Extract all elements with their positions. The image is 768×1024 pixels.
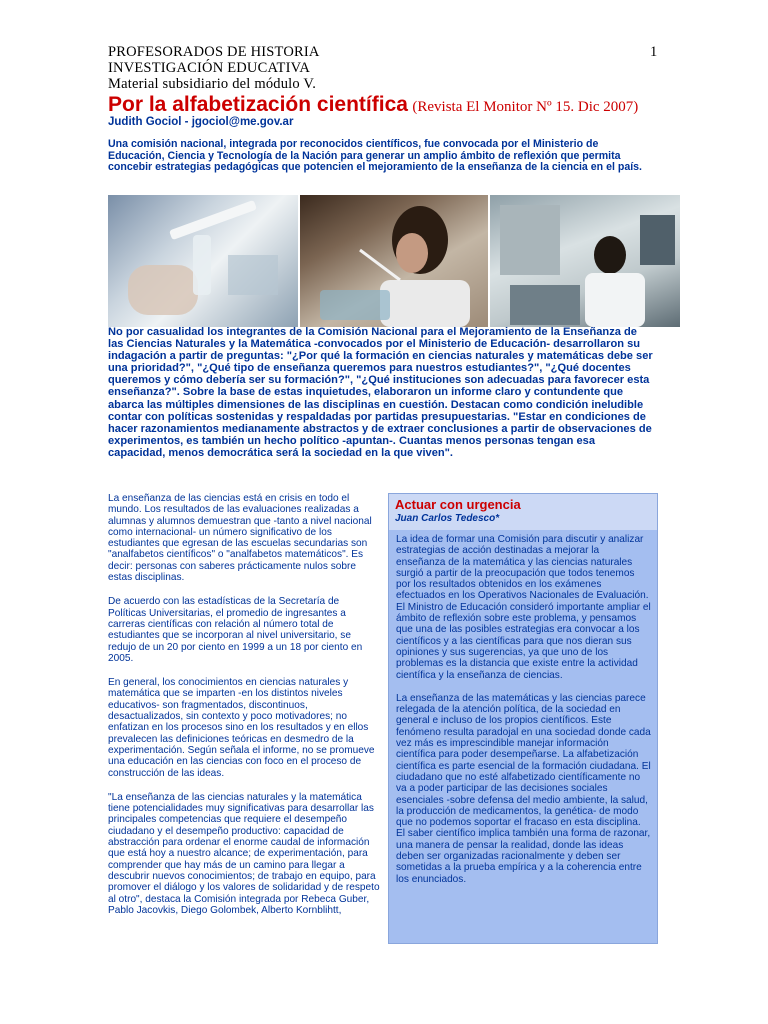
photo-strip: [108, 195, 680, 327]
article-left-column: [108, 493, 380, 929]
sidebar-box-title: Actuar con urgencia: [395, 497, 521, 512]
article-title-row: [108, 93, 638, 117]
lab-photo-microscope: [490, 195, 680, 327]
paragraph: En general, los conocimientos en ciencias naturales y matemática que se imparten -en los distintos niveles educativos- son fragmentados, discontinuos, desactualizados, sin contexto y poco motivadores; no enfatizan en los procesos sino en los resultados y en ellos prevalecen las definiciones teóricas en desmedro de la experimentación. Según señala el informe, no se promueve una educación en las ciencias con foco en el proceso de construcción de las ideas.: [108, 677, 375, 779]
article-intro: Una comisión nacional, integrada por reconocidos científicos, fue convocada por el Ministerio de Educación, Ciencia y Tecnología de la Nación para generar un amplio ámbito de reflexión que permita concebir estrategias pedagógicas que potencien el mejoramiento de la enseñanza de la ciencia en el país.: [108, 138, 642, 174]
lab-photo-pipette: [108, 195, 298, 327]
sidebar-box-author: Juan Carlos Tedesco*: [395, 513, 500, 524]
lab-photo-scientist: [300, 195, 488, 327]
paragraph: La idea de formar una Comisión para discutir y analizar estrategias de acción destinadas a mejorar la enseñanza de la matemática y las ciencias naturales surgió a partir de la preocupación que todos tenemos por los resultados obtenidos en los exámenes efectuados en los Operativos Nacionales de Evaluación. El Ministro de Educación consideró importante ampliar el ámbito de reflexión sobre este problema, y pensamos que una de las posibles estrategias era convocar a los científicos y a las científicas para que nos dieran sus opiniones y sus sugerencias, ya que uno de los problemas es la distancia que existe entre la actividad científica y la enseñanza de ciencias.: [396, 534, 651, 681]
paragraph: De acuerdo con las estadísticas de la Secretaría de Políticas Universitarias, el promedio de ingresantes a carreras científicas con relación al número total de estudiantes que se incorporan al nivel universitario, se redujo de un 20 por ciento en 1999 a un 18 por ciento en 2005.: [108, 596, 363, 664]
header-course: INVESTIGACIÓN EDUCATIVA: [108, 60, 311, 76]
header-material: Material subsidiario del módulo V.: [108, 76, 317, 92]
paragraph: La enseñanza de las matemáticas y las ciencias parece relegada de la atención política, de la sociedad en general e incluso de los propios científicos. Este fenómeno resulta paradojal en una sociedad donde cada vez más es imprescindible manejar información científica para poder desempeñarse. La alfabetización científica es parte esencial de la formación ciudadana. El ciudadano que no esté alfabetizado científicamente no va a poder participar de las decisiones sociales esenciales -sobre defensa del medio ambiente, la salud, la producción de medicamentos, la genética- de modo que no podemos soportar el fracaso en esta disciplina. El saber científico implica también una forma de razonar, una manera de pensar la realidad, donde las ideas deben ser organizadas racionalmente y deben ser sometidas a la prueba empírica y a la coherencia entre los enunciados.: [396, 692, 651, 885]
article-author: Judith Gociol - jgociol@me.gov.ar: [108, 116, 294, 128]
article-title: Por la alfabetización científica: [108, 93, 408, 116]
paragraph: "La enseñanza de las ciencias naturales y la matemática tiene potencialidades muy significativas para desarrollar las principales competencias que requiere el desempeño ciudadano y el desempeño productivo: capacidad de abstracción para ordenar el enorme caudal de información que está hoy a nuestro alcance; de experimentación, para comprender que hay más de un camino para llegar a descubrir nuevos conocimientos; de trabajo en equipo, para promover el diálogo y los valores de solidaridad y de respeto al otro", destaca la Comisión integrada por Rebeca Guber, Pablo Jacovkis, Diego Golombek, Alberto Kornblihtt,: [108, 791, 380, 916]
article-lead: No por casualidad los integrantes de la Comisión Nacional para el Mejoramiento de la Enseñanza de las Ciencias Naturales y la Matemática -convocados por el Ministerio de Educación- desarrollaron su indagación a partir de preguntas: "¿Por qué la formación en ciencias naturales y matemáticas debe ser una prioridad?", "¿Qué tipo de enseñanza queremos para nuestros estudiantes?", "¿Qué docentes queremos y cómo debería ser su formación?", "¿Qué instituciones son adecuadas para favorecer esta enseñanza?". Sobre la base de estas inquietudes, elaboraron un informe claro y contundente que abarca las múltiples dimensiones de las disciplinas en cuestión. Destacan como condición ineludible contar con políticas sostenidas y respaldadas por partidas presupuestarias. "Estar en condiciones de hacer razonamientos medianamente abstractos y de extraer conclusiones a partir de observaciones de experimentos, es también un hecho político -apuntan-. Cuantas menos personas tengan esa capacidad, menos democrática será la sociedad en la que viven".: [108, 326, 653, 459]
article-source: (Revista El Monitor Nº 15. Dic 2007): [412, 99, 639, 115]
page-number: 1: [650, 44, 658, 60]
sidebar-box-body: [389, 530, 657, 885]
sidebar-box-header: [389, 494, 657, 530]
header-program: PROFESORADOS DE HISTORIA: [108, 44, 320, 60]
sidebar-box: [388, 493, 658, 944]
paragraph: La enseñanza de las ciencias está en crisis en todo el mundo. Los resultados de las evaluaciones realizadas a alumnas y alumnos demuestran que -tanto a nivel nacional como internacional- un número significativo de los estudiantes que egresan de las escuelas secundarias son "analfabetos científicos" o "analfabetos matemáticos". Es decir: personas con saberes prácticamente nulos sobre estas disciplinas.: [108, 493, 372, 584]
